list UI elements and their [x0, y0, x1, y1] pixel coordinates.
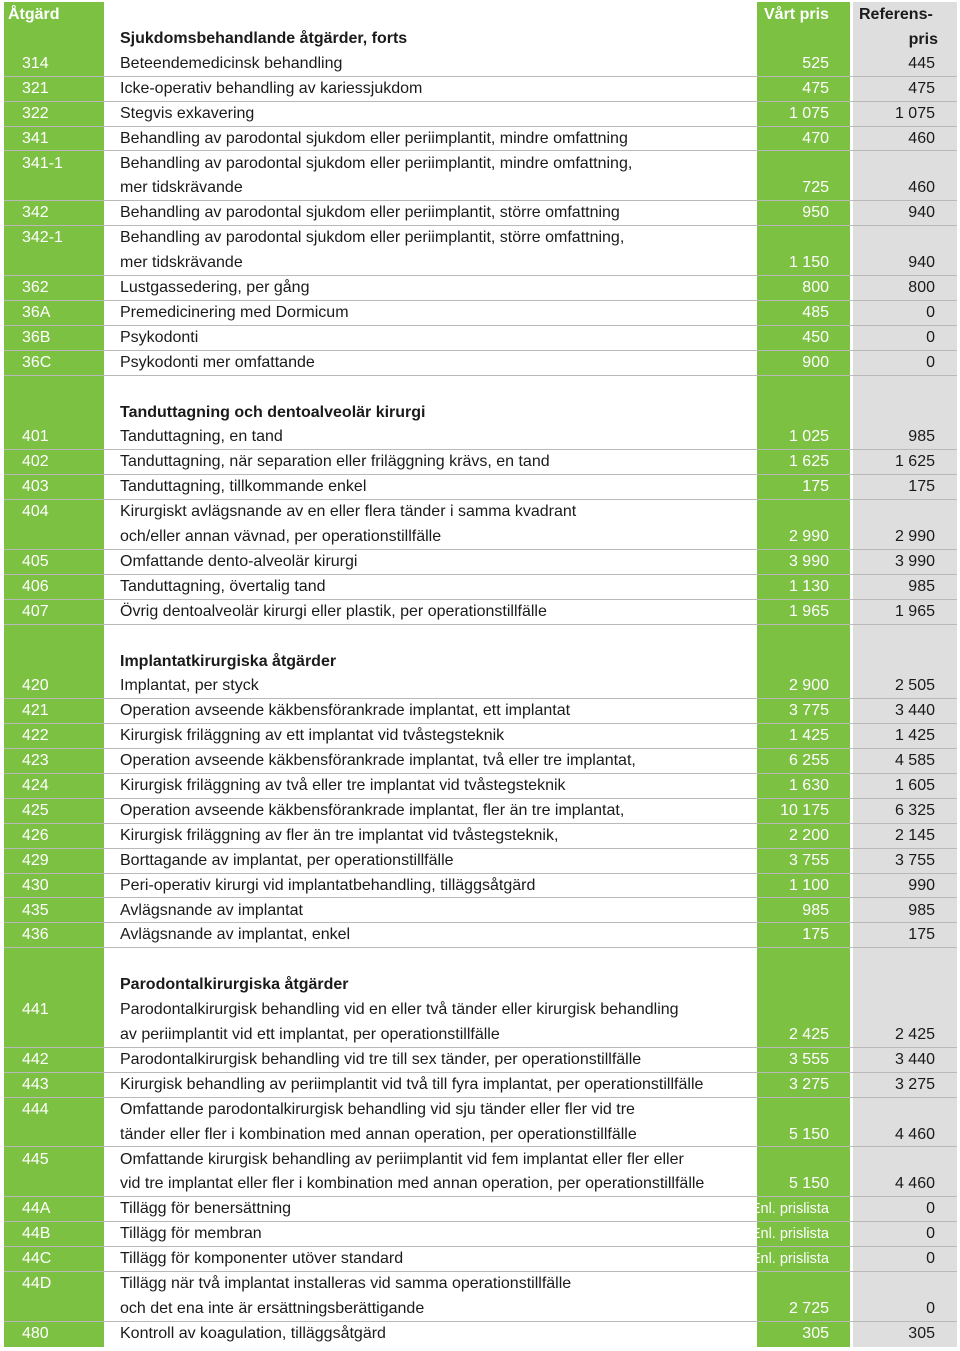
reference-price: 940 [908, 204, 935, 222]
reference-price: 475 [908, 79, 935, 97]
reference-price: 175 [908, 926, 935, 944]
table-row [4, 1197, 957, 1222]
table-row [4, 998, 957, 1023]
our-price: 1 075 [788, 104, 829, 122]
procedure-code: 36C [22, 353, 52, 371]
table-row [4, 824, 957, 849]
procedure-code: 480 [22, 1324, 49, 1342]
procedure-code: 422 [22, 727, 49, 745]
reference-price: 1 625 [894, 453, 935, 471]
our-price: 475 [802, 79, 829, 97]
procedure-code: 404 [22, 503, 49, 521]
table-row [4, 450, 957, 475]
our-price: 1 100 [788, 876, 829, 894]
table-row [4, 1322, 957, 1347]
table-row [4, 102, 957, 127]
reference-price: 2 145 [894, 826, 935, 844]
our-price: 950 [802, 204, 829, 222]
procedure-description: Behandling av parodontal sjukdom eller periimplantit, mindre omfattning [120, 129, 628, 147]
procedure-code: 406 [22, 577, 49, 595]
section-title: Sjukdomsbehandlande åtgärder, forts [120, 30, 408, 47]
reference-price: 1 075 [894, 104, 935, 122]
reference-price: 3 440 [894, 1050, 935, 1068]
procedure-description: Tanduttagning, tillkommande enkel [120, 478, 367, 496]
table-row [4, 201, 957, 226]
table-row [4, 1297, 957, 1322]
our-price: 485 [802, 303, 829, 321]
procedure-description: Stegvis exkavering [120, 104, 255, 122]
procedure-description: Kirurgisk friläggning av två eller tre implantat vid tvåstegsteknik [120, 777, 566, 794]
reference-price: 985 [908, 428, 935, 446]
table-row [4, 475, 957, 500]
table-row [4, 251, 957, 276]
our-price: 725 [802, 179, 829, 197]
procedure-description: Kirurgiskt avlägsnande av en eller flera tänder i samma kvadrant [120, 503, 577, 521]
table-row [4, 276, 957, 301]
procedure-description: Tillägg för benersättning [120, 1200, 292, 1218]
procedure-code: 407 [22, 602, 49, 620]
table-row [4, 923, 957, 948]
reference-price: 0 [926, 353, 935, 371]
reference-price: 4 585 [894, 752, 935, 770]
procedure-code: 424 [22, 777, 49, 794]
reference-price: 2 425 [894, 1026, 935, 1043]
procedure-description: Icke-operativ behandling av kariessjukdom [120, 79, 423, 97]
our-price: 1 965 [788, 602, 829, 620]
our-price: 985 [802, 901, 829, 919]
procedure-code: 402 [22, 453, 49, 471]
procedure-description: Omfattande parodontalkirurgisk behandling vid sju tänder eller fler vid tre [120, 1100, 635, 1118]
reference-price: 4 460 [894, 1175, 935, 1193]
header-reference-price-label-2: pris [908, 31, 938, 48]
procedure-code: 445 [22, 1150, 49, 1168]
table-row [4, 550, 957, 575]
procedure-code: 436 [22, 926, 49, 944]
procedure-code: 430 [22, 876, 49, 894]
reference-price: 460 [908, 129, 935, 147]
header-code-label: Åtgärd [8, 6, 60, 23]
procedure-code: 44C [22, 1250, 52, 1268]
procedure-description: Behandling av parodontal sjukdom eller periimplantit, större omfattning [120, 204, 620, 222]
procedure-description: Peri-operativ kirurgi vid implantatbehandling, tilläggsåtgärd [120, 876, 536, 894]
procedure-code: 429 [22, 851, 49, 869]
section-heading-row [4, 650, 957, 675]
header-our-price-label: Vårt pris [764, 6, 829, 23]
table-row [4, 600, 957, 625]
procedure-description: Operation avseende käkbensförankrade implantat, fler än tre implantat, [120, 801, 625, 819]
our-price: 900 [802, 353, 829, 371]
reference-price: 3 755 [894, 851, 935, 869]
reference-price: 1 425 [894, 727, 935, 745]
section-heading-row [4, 27, 957, 52]
table-row [4, 799, 957, 824]
reference-price: 305 [908, 1324, 935, 1342]
procedure-description: Beteendemedicinsk behandling [120, 54, 343, 72]
table-row [4, 1222, 957, 1247]
procedure-description: Behandling av parodontal sjukdom eller periimplantit, större omfattning, [120, 229, 625, 247]
procedure-code: 322 [22, 104, 49, 122]
reference-price: 3 275 [894, 1075, 935, 1093]
our-price: Enl. prislista [750, 1226, 829, 1243]
table-row [4, 774, 957, 799]
procedure-code: 441 [22, 1001, 49, 1019]
procedure-description: Kirurgisk friläggning av fler än tre implantat vid tvåstegsteknik, [120, 826, 559, 844]
reference-price: 985 [908, 901, 935, 919]
table-row [4, 625, 957, 650]
table-row [4, 1172, 957, 1197]
reference-price: 2 990 [894, 528, 935, 545]
table-row [4, 1073, 957, 1098]
our-price: 525 [802, 54, 829, 72]
our-price: 175 [802, 478, 829, 496]
our-price: 470 [802, 129, 829, 147]
procedure-description: Operation avseende käkbensförankrade implantat, två eller tre implantat, [120, 752, 636, 770]
table-row [4, 525, 957, 550]
our-price: 1 425 [788, 727, 829, 745]
table-row [4, 749, 957, 774]
our-price: 3 555 [788, 1050, 829, 1068]
procedure-code: 341-1 [22, 154, 63, 172]
reference-price: 2 505 [894, 677, 935, 695]
procedure-code: 321 [22, 79, 49, 97]
our-price: 5 150 [788, 1125, 829, 1143]
table-row [4, 500, 957, 525]
procedure-code: 36B [22, 328, 51, 346]
our-price: 175 [802, 926, 829, 944]
reference-price: 990 [908, 876, 935, 894]
our-price: 2 990 [788, 528, 829, 545]
procedure-code: 314 [22, 54, 49, 72]
procedure-description: Kirurgisk behandling av periimplantit vid två till fyra implantat, per operationstillfälle [120, 1075, 704, 1093]
procedure-description: Premedicinering med Dormicum [120, 303, 349, 321]
procedure-code: 44B [22, 1225, 51, 1243]
procedure-description: och/eller annan vävnad, per operationstillfälle [120, 528, 442, 545]
reference-price: 0 [926, 303, 935, 321]
reference-price: 0 [926, 1200, 935, 1218]
table-row [4, 1272, 957, 1297]
our-price: 1 630 [788, 777, 829, 794]
our-price: 5 150 [788, 1175, 829, 1193]
procedure-description: av periimplantit vid ett implantat, per operationstillfälle [120, 1026, 500, 1043]
table-row [4, 948, 957, 973]
procedure-code: 44A [22, 1200, 51, 1218]
reference-price: 175 [908, 478, 935, 496]
procedure-description: och det ena inte är ersättningsberättigande [120, 1299, 425, 1317]
table-row [4, 724, 957, 749]
procedure-code: 405 [22, 552, 49, 570]
table-row [4, 575, 957, 600]
procedure-code: 442 [22, 1050, 49, 1068]
our-price: 1 130 [788, 577, 829, 595]
our-price: Enl. prislista [750, 1251, 829, 1268]
procedure-code: 423 [22, 752, 49, 770]
table-row [4, 226, 957, 251]
procedure-description: tänder eller fler i kombination med annan operation, per operationstillfälle [120, 1125, 637, 1143]
procedure-code: 342-1 [22, 229, 63, 247]
table-row [4, 1148, 957, 1173]
our-price: 800 [802, 279, 829, 296]
procedure-code: 443 [22, 1075, 49, 1093]
procedure-description: Avlägsnande av implantat, enkel [120, 926, 351, 944]
procedure-code: 44D [22, 1275, 52, 1292]
reference-price: 445 [908, 54, 935, 72]
procedure-description: Psykodonti mer omfattande [120, 353, 315, 371]
table-row [4, 1098, 957, 1123]
reference-price: 0 [926, 1225, 935, 1243]
table-row [4, 1123, 957, 1148]
table-row [4, 301, 957, 326]
table-row [4, 127, 957, 152]
our-price: 450 [802, 328, 829, 346]
header-reference-price-label: Referens- [859, 6, 933, 23]
our-price: 2 200 [788, 826, 829, 844]
table-row [4, 77, 957, 102]
procedure-code: 403 [22, 478, 49, 496]
table-row [4, 1048, 957, 1073]
procedure-description: Borttagande av implantat, per operationstillfälle [120, 851, 454, 869]
our-price: 305 [802, 1324, 829, 1342]
table-row [4, 849, 957, 874]
procedure-code: 425 [22, 801, 49, 819]
procedure-description: mer tidskrävande [120, 179, 243, 197]
section-heading-row [4, 973, 957, 998]
procedure-description: Tanduttagning, övertalig tand [120, 577, 326, 595]
table-row [4, 326, 957, 351]
our-price: 1 625 [788, 453, 829, 471]
procedure-code: 444 [22, 1100, 49, 1118]
our-price: 2 725 [788, 1299, 829, 1317]
section-title: Parodontalkirurgiska åtgärder [120, 976, 349, 994]
procedure-description: Tanduttagning, när separation eller friläggning krävs, en tand [120, 453, 550, 471]
our-price: 6 255 [788, 752, 829, 770]
procedure-description: Lustgassedering, per gång [120, 279, 310, 296]
procedure-description: Kirurgisk friläggning av ett implantat vid tvåstegsteknik [120, 727, 505, 745]
procedure-code: 426 [22, 826, 49, 844]
procedure-code: 420 [22, 677, 49, 695]
our-price: 1 025 [788, 428, 829, 446]
table-row [4, 351, 957, 376]
procedure-description: Avlägsnande av implantat [120, 901, 303, 919]
procedure-description: Implantat, per styck [120, 677, 259, 695]
reference-price: 985 [908, 577, 935, 595]
reference-price: 1 965 [894, 602, 935, 620]
procedure-code: 36A [22, 303, 51, 321]
our-price: Enl. prislista [750, 1201, 829, 1218]
reference-price: 800 [908, 279, 935, 296]
table-row [4, 376, 957, 401]
our-price: 3 755 [788, 851, 829, 869]
procedure-code: 341 [22, 129, 49, 147]
reference-price: 6 325 [894, 801, 935, 819]
procedure-description: Parodontalkirurgisk behandling vid tre till sex tänder, per operationstillfälle [120, 1050, 642, 1068]
procedure-description: Omfattande dento-alveolär kirurgi [120, 552, 358, 570]
our-price: 2 900 [788, 677, 829, 695]
procedure-description: Psykodonti [120, 328, 199, 346]
our-price: 3 275 [788, 1075, 829, 1093]
reference-price: 4 460 [894, 1125, 935, 1143]
procedure-description: Tillägg för komponenter utöver standard [120, 1250, 404, 1268]
procedure-description: Kontroll av koagulation, tilläggsåtgärd [120, 1324, 386, 1342]
procedure-description: Tillägg för membran [120, 1225, 262, 1243]
procedure-description: Tillägg när två implantat installeras vid samma operationstillfälle [120, 1275, 572, 1292]
our-price: 3 990 [788, 552, 829, 570]
table-row [4, 425, 957, 450]
our-price: 2 425 [788, 1026, 829, 1043]
procedure-description: Omfattande kirurgisk behandling av periimplantit vid fem implantat eller fler eller [120, 1150, 684, 1168]
reference-price: 940 [908, 254, 935, 272]
procedure-description: Parodontalkirurgisk behandling vid en eller två tänder eller kirurgisk behandling [120, 1001, 679, 1019]
table-row [4, 699, 957, 724]
section-title: Implantatkirurgiska åtgärder [120, 652, 337, 670]
reference-price: 0 [926, 328, 935, 346]
reference-price: 1 605 [894, 777, 935, 794]
procedure-description: Behandling av parodontal sjukdom eller periimplantit, mindre omfattning, [120, 154, 633, 172]
reference-price: 0 [926, 1250, 935, 1268]
procedure-code: 421 [22, 702, 49, 720]
table-row [4, 176, 957, 201]
procedure-description: Operation avseende käkbensförankrade implantat, ett implantat [120, 702, 571, 720]
procedure-code: 401 [22, 428, 49, 446]
section-heading-row [4, 401, 957, 426]
our-price: 1 150 [788, 254, 829, 272]
procedure-code: 342 [22, 204, 49, 222]
reference-price: 460 [908, 179, 935, 197]
procedure-description: Tanduttagning, en tand [120, 428, 283, 446]
procedure-description: mer tidskrävande [120, 254, 243, 272]
reference-price: 3 990 [894, 552, 935, 570]
our-price: 10 175 [780, 801, 829, 819]
procedure-code: 362 [22, 279, 49, 296]
reference-price: 3 440 [894, 702, 935, 720]
our-price: 3 775 [788, 702, 829, 720]
table-row [4, 899, 957, 924]
table-row [4, 674, 957, 699]
table-row [4, 1023, 957, 1048]
section-title: Tanduttagning och dentoalveolär kirurgi [120, 403, 426, 421]
table-row [4, 152, 957, 177]
procedure-code: 435 [22, 901, 49, 919]
table-row [4, 52, 957, 77]
table-row [4, 874, 957, 899]
reference-price: 0 [926, 1299, 935, 1317]
table-row [4, 1247, 957, 1272]
procedure-description: Övrig dentoalveolär kirurgi eller plastik, per operationstillfälle [120, 602, 547, 620]
procedure-description: vid tre implantat eller fler i kombination med annan operation, per operationstillfälle [120, 1175, 705, 1193]
